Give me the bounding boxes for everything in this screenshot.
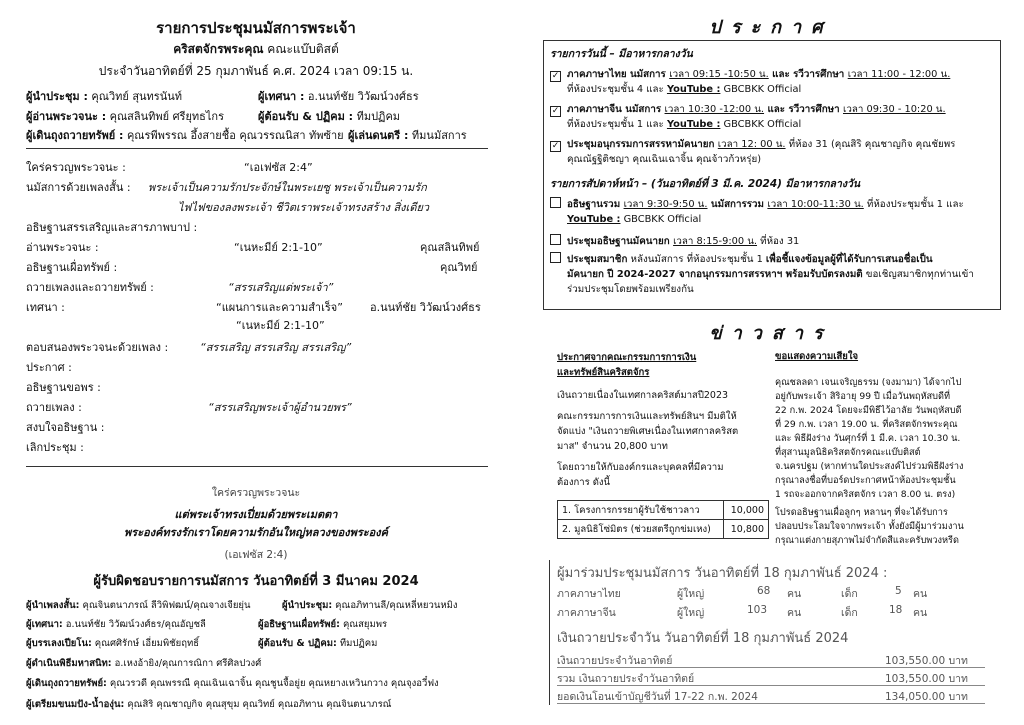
offering-row-label: เงินถวายประจำวันอาทิตย์ xyxy=(557,655,673,667)
silent-prayer-label: สงบใจอธิษฐาน : xyxy=(26,421,105,434)
finance-news xyxy=(557,350,769,539)
checkbox-checked-icon: ✓ xyxy=(551,71,560,81)
dismissal-label: เลิกประชุม : xyxy=(26,441,84,454)
announcements-column xyxy=(535,0,1007,725)
news-title: ข่าวสาร xyxy=(709,323,833,344)
next-communion: ผู้ดำเนินพิธีมหาสนิท: อ.เหงอ้ายิง/คุณการณิกา ศรีศิลปวงศ์ xyxy=(26,658,262,669)
hymn-text-line2: ไฟไฟของลงพระเจ้า ชีวิตเราพระเจ้าทรงสร้าง สิ่งเดียว xyxy=(178,201,430,214)
today-item-chinese: ✓ ภาคภาษาจีน นมัสการ เวลา 10:30 -12:00 น. และ รวีวารศึกษา เวลา 09:30 - 10:20 น. ที่ห้องประชุมชั้น 1 และ YouTube : GBCBKK Official xyxy=(551,104,946,130)
attendance-chinese-label: ภาคภาษาจีน xyxy=(557,607,616,619)
program-title: รายการประชุมนมัสการพระเจ้า xyxy=(156,19,356,37)
verse-line2: พระองค์ทรงรักเราโดยความรักอันใหญ่หลวงของพระองค์ xyxy=(124,526,388,539)
offering-row-label: ยอดเงินโอนเข้าบัญชีวันที่ 17-22 ก.พ. 2024 xyxy=(557,691,758,703)
hymn-label: นมัสการด้วยเพลงสั้น : xyxy=(26,181,131,194)
attendance-chinese-child: 18 xyxy=(889,604,903,616)
sermon-title: “แผนการและความสำเร็จ” xyxy=(216,301,343,314)
finance-news-p2a: คณะกรรมการการเงินและทรัพย์สินฯ มีมติให้ xyxy=(557,411,737,422)
response-song-title: “สรรเสริญ สรรเสริญ สรรเสริญ” xyxy=(200,341,352,354)
musician-row: ผู้เล่นดนตรี : ทีมนมัสการ xyxy=(348,129,467,142)
call-to-worship-ref: “เอเฟซัส 2:4” xyxy=(244,161,313,174)
checkbox-empty-icon xyxy=(550,234,561,245)
today-item-committee: ✓ ประชุมอนุกรรมการสรรหามัคนายก เวลา 12: 00 น. ที่ห้อง 31 (คุณสิริ คุณชาญกิจ คุณชัยพร คุณณัฐฐิติชญา คุณเฉินเฉาจิ้น คุณจ้าวก้วหรุ่ย) xyxy=(551,139,956,165)
attendance-thai-child-label: เด็ก xyxy=(841,588,858,600)
verse-ref: (เอเฟซัส 2:4) xyxy=(224,549,288,561)
next-communion-prep: ผู้เตรียมขนมปัง-น้ำองุ่น: คุณสิริ คุณชาญกิจ คุณสุขุม คุณวิทย์ คุณอภิทาน คุณจินตนาภรณ์ xyxy=(26,699,392,710)
announcements-label: ประกาศ : xyxy=(26,361,72,374)
condolence-body: คุณชลลดา เจนเจริญธรรม (จงมามา) ได้จากไป อยู่กับพระเจ้า สิริอายุ 99 ปี เมื่อวันพฤหัสบดีที่ 22 ก.พ. 2024 โดยจะมีพิธีไว้อาลัย วันพฤหัสบดี ที่ 29 ก.พ. เวลา 19.00 น. ที่คริสตจักรพระคุณ และ พิธีฝังร่าง วันศุกร์ที่ 1 มี.ค. เวลา 10.30 น. ที่สุสานมูลนิธิคริสตจักรคณะแบ๊บติสต์ จ.นครปฐม (หากท่านใดประสงค์ไปร่วมพิธีฝังร่าง กรุณาลงชื่อที่บอร์ดประกาศหน้าห้องประชุมชั้น 1 รถจะออกจากคริสตจักร เวลา 8.00 น. ตรง) โปรดอธิษฐานเผื่อลูกๆ หลานๆ ที่จะได้รับการ ปลอบประโลมใจจากพระเจ้า ทั้งยังมีผู้มาร่วมงาน กรุณาแต่งกายสุภาพไม่จำกัดสีและครับพวงหรีด xyxy=(775,377,964,546)
next-item-member-meeting: ประชุมสมาชิก หลังนมัสการ ที่ห้องประชุมชั้น 1 เพื่อชี้แจงข้อมูลผู้ที่ได้รับการเสนอชื่อเป็น มัคนายก ปี 2024-2027 จากอนุกรรมการสรรหาฯ พร้อมรับบัตรลงมติ ขอเชิญสมาชิกทุกท่านเข้า ร่วมประชุมโดยพร้อมเพรียงกัน xyxy=(550,252,996,297)
finance-news-heading1: ประกาศจากคณะกรรมการการเงิน xyxy=(557,352,697,363)
attendance-unit: คน xyxy=(787,588,802,600)
divider xyxy=(557,685,985,686)
offering-song-title: “สรรเสริญแด่พระเจ้า” xyxy=(228,281,334,294)
offering-prayer-label: อธิษฐานเผื่อทรัพย์ : xyxy=(26,261,118,274)
today-item-thai: ✓ ภาคภาษาไทย นมัสการ เวลา 09:15 -10:50 น. และ รวีวารศึกษา เวลา 11:00 - 12:00 น. ที่ห้องประชุมชั้น 4 และ YouTube : GBCBKK Official xyxy=(551,69,951,95)
offering-song-label: ถวายเพลงและถวายทรัพย์ : xyxy=(26,281,154,294)
checkbox-checked-icon: ✓ xyxy=(551,141,560,151)
verse-line1: แต่พระเจ้าทรงเปี่ยมด้วยพระเมตตา xyxy=(174,508,338,521)
attendance-unit: คน xyxy=(913,607,928,619)
offering-collectors-row: ผู้เดินถุงถวายทรัพย์ : คุณรพีพรรณ อึ้งสายชื้อ คุณวรรณนิสา ทัพซ้าย xyxy=(26,129,344,142)
service-date: ประจำวันอาทิตย์ที่ 25 กุมภาพันธ์ ค.ศ. 2024 เวลา 09:15 น. xyxy=(98,64,414,78)
attendance-thai-adult: 68 xyxy=(757,585,771,597)
checkbox-checked-icon: ✓ xyxy=(551,106,560,116)
church-name-main: คริสตจักรพระคุณ xyxy=(173,42,264,56)
attendance-thai-child: 5 xyxy=(895,585,902,597)
next-usher: ผู้ต้อนรับ & ปฏิคม: ทีมปฏิคม xyxy=(258,638,378,649)
donation-table xyxy=(557,500,769,539)
table-row: 1. โครงการกรรยาผู้รับใช้ชาวลาว 10,000 xyxy=(558,501,769,520)
checkbox-empty-icon xyxy=(550,197,561,208)
sermon-label: เทศนา : xyxy=(26,301,65,314)
today-heading: รายการวันนี้ – มีอาหารกลางวัน xyxy=(550,48,693,60)
next-preacher: ผู้เทศนา: อ.นนท์ชัย วิวัฒน์วงศ์ธร/คุณอัญชลี xyxy=(26,619,206,630)
divider xyxy=(557,703,985,704)
usher-row: ผู้ต้อนรับ & ปฏิคม : ทีมปฏิคม xyxy=(258,110,401,123)
next-offering-collectors: ผู้เดินถุงถวายทรัพย์: คุณวรวดี คุณพรรณี คุณเฉินเฉาจิ้น คุณชูนจื้อยู่ย คุณหยางเหวินกวาง คุณจุงอวี๋ฟง xyxy=(26,678,439,689)
divider xyxy=(26,466,488,467)
leader-row: ผู้นำประชุม : คุณวิทย์ สุนทรนันท์ xyxy=(26,90,183,103)
closing-song-title: “สรรเสริญพระเจ้าผู้อำนวยพร” xyxy=(208,401,352,414)
offering-prayer-by: คุณวิทย์ xyxy=(440,261,478,274)
next-item-deacon-prayer: ประชุมอธิษฐานมัคนายก เวลา 8:15-9:00 น. ที่ห้อง 31 xyxy=(550,234,996,249)
finance-news-p3a: โดยถวายให้กับองค์กรและบุคคลที่มีความ xyxy=(557,462,724,473)
praise-prayer-label: อธิษฐานสรรเสริญและสารภาพบาป : xyxy=(26,221,198,234)
attendance-chinese-adult-label: ผู้ใหญ่ xyxy=(677,607,705,619)
call-to-worship-label: ใคร่ครวญพระวจนะ : xyxy=(26,161,126,174)
table-row: 2. มูลนิธิโซ่มิตร (ช่วยสตรีถูกข่มเหง) 10,800 xyxy=(558,520,769,539)
finance-news-heading2: และทรัพย์สินคริสตจักร xyxy=(557,367,650,378)
stats-left-rule xyxy=(549,560,550,705)
closing-song-label: ถวายเพลง : xyxy=(26,401,82,414)
attendance-unit: คน xyxy=(913,588,928,600)
church-name-sub: คณะแบ๊บติสต์ xyxy=(263,42,339,56)
offering-heading: เงินถวายประจำวัน วันอาทิตย์ที่ 18 กุมภาพันธ์ 2024 xyxy=(557,631,849,646)
preacher-row: ผู้เทศนา : อ.นนท์ชัย วิวัฒน์วงศ์ธร xyxy=(258,90,419,103)
finance-news-p1: เงินถวายเนื่องในเทศกาลคริสต์มาสปี2023 xyxy=(557,390,729,401)
next-pianist: ผู้บรรเลงเปียโน: คุณศศิรักษ์ เอี่ยมพิชัยฤทธิ์ xyxy=(26,638,200,649)
attendance-chinese-adult: 103 xyxy=(747,604,768,616)
hymn-text-line1: พระเจ้าเป็นความรักประจักษ์ในพระเยซู พระเจ้าเป็นความรัก xyxy=(148,181,427,194)
finance-news-p3b: ต้องการ ดังนี้ xyxy=(557,477,611,488)
reader-row: ผู้อ่านพระวจนะ : คุณสลินทิพย์ ศรียุทธไกร xyxy=(26,110,224,123)
scripture-reading-ref: “เนหะมีย์ 2:1-10” xyxy=(234,241,323,254)
scripture-reading-label: อ่านพระวจนะ : xyxy=(26,241,99,254)
next-week-heading: ผู้รับผิดชอบรายการนมัสการ วันอาทิตย์ที่ 3 มีนาคม 2024 xyxy=(93,574,419,589)
attendance-chinese-child-label: เด็ก xyxy=(841,607,858,619)
attendance-thai-label: ภาคภาษาไทย xyxy=(557,588,621,600)
response-song-label: ตอบสนองพระวจนะด้วยเพลง : xyxy=(26,341,169,354)
verse-heading: ใคร่ครวญพระวจนะ xyxy=(211,487,301,499)
next-meeting-leader: ผู้นำประชุม: คุณอภิทานลี/คุณหลี่หยวนหมิง xyxy=(282,600,458,611)
finance-news-p2c: มาส" จำนวน 20,800 บาท xyxy=(557,441,668,452)
condolence-news xyxy=(775,350,1007,548)
offering-row-amount: 134,050.00 บาท xyxy=(885,691,968,703)
next-offering-prayer: ผู้อธิษฐานเผื่อทรัพย์: คุณสยุมพร xyxy=(258,619,388,630)
announcements-title: ประกาศ xyxy=(709,17,833,38)
announcements-box xyxy=(543,40,1001,310)
next-week-schedule-heading: รายการสัปดาห์หน้า – (วันอาทิตย์ที่ 3 มี.ค. 2024) มีอาหารกลางวัน xyxy=(550,178,861,190)
benediction-prayer-label: อธิษฐานขอพร : xyxy=(26,381,101,394)
scripture-reader: คุณสลินทิพย์ xyxy=(420,241,480,254)
condolence-heading: ขอแสดงความเสียใจ xyxy=(775,351,859,362)
attendance-heading: ผู้มาร่วมประชุมนมัสการ วันอาทิตย์ที่ 18 กุมภาพันธ์ 2024 : xyxy=(557,566,888,581)
finance-news-p2b: จัดแบ่ง "เงินถวายพิเศษเนื่องในเทศกาลคริสต xyxy=(557,426,739,437)
attendance-thai-adult-label: ผู้ใหญ่ xyxy=(677,588,705,600)
attendance-unit: คน xyxy=(787,607,802,619)
next-item-prayer-worship: อธิษฐานรวม เวลา 9:30-9:50 น. นมัสการรวม เวลา 10:00-11:30 น. ที่ห้องประชุมชั้น 1 และ YouTube : GBCBKK Official xyxy=(550,197,996,227)
offering-row-amount: 103,550.00 บาท xyxy=(885,673,968,685)
offering-row-label: รวม เงินถวายประจำวันอาทิตย์ xyxy=(557,673,695,685)
checkbox-empty-icon xyxy=(550,252,561,263)
church-name xyxy=(0,40,512,59)
next-song-leader: ผู้นำเพลงสั้น: คุณจินตนาภรณ์ ลีวิพิฟฒน์/คุณจางเจียยุ่น xyxy=(26,600,251,611)
sermon-preacher: อ.นนท์ชัย วิวัฒน์วงศ์ธร xyxy=(370,301,481,314)
sermon-ref: “เนหะมีย์ 2:1-10” xyxy=(236,319,325,332)
divider xyxy=(557,667,985,668)
offering-row-amount: 103,550.00 บาท xyxy=(885,655,968,667)
divider xyxy=(26,148,488,149)
